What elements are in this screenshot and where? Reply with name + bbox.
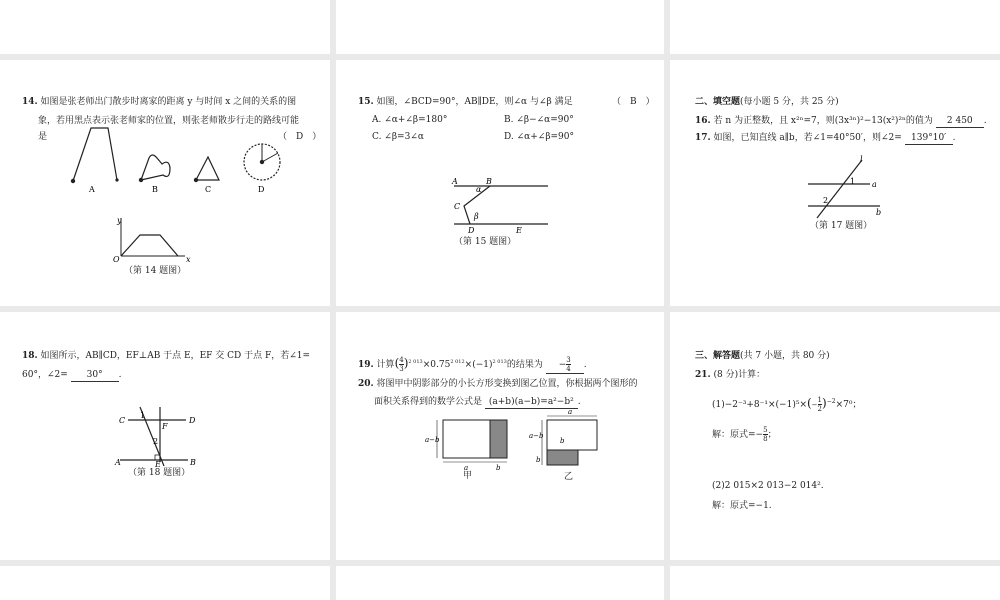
q18-label-b: B [190, 458, 196, 467]
q21-part1-pre: (1)−2⁻³+8⁻¹×(−1)⁵× [712, 400, 807, 410]
card-q18 [0, 312, 330, 560]
q18-label-1: 1 [140, 411, 146, 420]
q17-figure [670, 60, 1000, 306]
page-top-left [0, 0, 330, 54]
q20-yi-label-a: a [568, 408, 573, 416]
q14-number: 14. [22, 97, 38, 107]
q21-solution1 [712, 426, 777, 443]
q21-part1-frac-den: 2 [817, 405, 823, 413]
q19-frac-den: 3 [399, 365, 404, 373]
q20-text-2: 面积关系得到的数学公式是 [374, 397, 483, 407]
q18-label-a: A [115, 458, 121, 467]
q16-number: 16. [695, 116, 711, 126]
q20-yi-label-b-top: b [560, 437, 565, 445]
q20-number: 20. [358, 379, 374, 389]
card-q14 [0, 60, 330, 306]
q18-line2: 60°，∠2= 30° . [22, 370, 122, 380]
q18-label-f: F [162, 422, 168, 431]
q15-caption: （第 15 题图） [454, 237, 517, 247]
q15-number: 15. [358, 97, 374, 107]
q20-text-1: 将图甲中阴影部分的小长方形变换到图乙位置，你根据两个图形的 [376, 379, 638, 389]
q14-axis-y: y [117, 216, 122, 225]
page-top-right [670, 0, 1000, 54]
q17-label-l: l [860, 155, 863, 164]
section3-title: 三、解答题 [695, 351, 741, 361]
q21-solution2: 解：原式=−1. [712, 501, 772, 511]
q15-label-c: C [454, 202, 461, 211]
q14-option-d: D [258, 185, 265, 194]
card-q16-q17 [670, 60, 1000, 306]
q17-text: 如图，已知直线 a∥b，若∠1=40°50′，则∠2= [713, 133, 902, 143]
q19-exp2: 2 012 [450, 359, 465, 365]
q18-label-c: C [119, 416, 126, 425]
q21-text: (8 分)计算： [713, 370, 766, 380]
q14-text-3: 是 [38, 132, 48, 142]
q20-jia-label-b: b [496, 464, 501, 472]
q19-number: 19. [358, 360, 374, 370]
page-bottom-right [670, 566, 1000, 600]
q16-line: 16. 若 n 为正整数，且 x²ⁿ=7，则(3x³ⁿ)²−13(x²)²ⁿ的值为 2 450 . [695, 116, 987, 126]
q17-number: 17. [695, 133, 711, 143]
q19-post: 的结果为 [506, 360, 543, 370]
q19-mid: ×0.75 [422, 360, 451, 370]
page-top-mid [336, 0, 664, 54]
q17-answer: 139°10′ [905, 132, 953, 145]
q18-label-d: D [189, 416, 196, 425]
q20-yi-label-amb: a−b [529, 432, 544, 440]
section3-note: (共 7 小题，共 80 分) [740, 351, 830, 361]
q15-label-b: B [486, 177, 492, 186]
q20-caption-yi: 乙 [564, 472, 574, 482]
q21-sol1-num: 5 [763, 426, 768, 434]
q14-option-b: B [152, 185, 158, 194]
q15-label-a: A [452, 177, 458, 186]
q15-option-a: A. ∠α+∠β=180° [372, 115, 448, 125]
q15-option-b: B. ∠β−∠α=90° [504, 115, 574, 125]
q21-part1-exp: −2 [826, 398, 836, 405]
q19-ans-num: 3 [566, 356, 571, 364]
q21-sol1-post: ； [767, 430, 777, 440]
q14-text-1: 如图是张老师出门散步时离家的距离 y 与时间 x 之间的关系的图 [40, 97, 297, 107]
q20-answer: (a+b)(a−b)=a²−b² [485, 396, 578, 409]
q19-line: 19. 计算( $\frac{4}{3}$ )$^{2 013}\times 0.75^{2 012}\times(-1)^{2 013}$的结果为 − $\frac{3}{4}$ . [358, 356, 587, 373]
q21-part2: (2)2 015×2 013−2 014². [712, 481, 824, 491]
q19-ans-sign: − [558, 360, 567, 370]
q21-part1: (1)−2⁻³+8⁻¹×(−1)⁵×(− $\frac{1}{2}$ )$^{-2}$×7⁰； [712, 396, 862, 413]
card-q19-q20 [336, 312, 664, 560]
q18-caption: （第 18 题图） [128, 468, 191, 478]
q14-axis-x: x [186, 255, 191, 264]
q17-caption: （第 17 题图） [810, 221, 873, 231]
q21-number: 21. [695, 370, 711, 380]
q21-part1-frac-num: 1 [817, 396, 823, 404]
q14-text-2: 象，若用黑点表示张老师家的位置，则张老师散步行走的路线可能 [38, 116, 300, 126]
q18-text-2: 60°，∠2= [22, 370, 68, 380]
card-q21 [670, 312, 1000, 560]
q21-sol1-den: 8 [763, 435, 768, 443]
q18-label-2: 2 [153, 437, 159, 446]
q14-option-c: C [205, 185, 212, 194]
q15-stem: 如图，∠BCD=90°，AB∥DE，则∠α 与∠β 满足 [376, 97, 573, 107]
q14-origin: O [113, 255, 120, 264]
q21-line [695, 369, 765, 381]
q17-label-a: a [872, 180, 877, 189]
q19-exp3: 2 013 [492, 359, 507, 365]
q20-caption-jia: 甲 [463, 471, 473, 481]
q19-mid2: ×(−1) [464, 360, 493, 370]
q19-pre: 计算 [376, 360, 395, 370]
q17-label-1: 1 [850, 177, 856, 186]
q17-label-2: 2 [823, 196, 829, 205]
q17-line: 17. 如图，已知直线 a∥b，若∠1=40°50′，则∠2= 139°10′ . [695, 133, 956, 143]
page-bottom-mid [336, 566, 664, 600]
q15-figure [336, 60, 664, 306]
section2-title: 二、填空题 [695, 97, 741, 107]
q21-part1-post: ×7⁰； [835, 400, 862, 410]
q14-caption: （第 14 题图） [124, 266, 187, 276]
q18-figure [0, 312, 330, 560]
q18-number: 18. [22, 351, 38, 361]
q15-label-d: D [468, 226, 475, 235]
q16-text: 若 n 为正整数，且 x²ⁿ=7，则(3x³ⁿ)²−13(x²)²ⁿ的值为 [713, 116, 933, 126]
section2-note: (每小题 5 分，共 25 分) [740, 97, 839, 107]
q15-label-beta: β [474, 212, 479, 221]
q19-exp1: 2 013 [408, 359, 423, 365]
q19-ans-den: 4 [566, 365, 571, 373]
q20-jia-label-a: a [464, 464, 469, 472]
q19-frac-num: 4 [399, 356, 404, 364]
q18-text-1: 如图所示，AB∥CD，EF⊥AB 于点 E，EF 交 CD 于点 F，若∠1= [40, 351, 311, 361]
q20-yi-label-b-left: b [536, 456, 541, 464]
q14-answer: （ D ） [278, 132, 322, 142]
q15-option-d: D. ∠α+∠β=90° [504, 132, 575, 142]
q15-option-c: C. ∠β=3∠α [372, 132, 424, 142]
q16-answer: 2 450 [936, 115, 984, 128]
page-bottom-left [0, 566, 330, 600]
card-q15 [336, 60, 664, 306]
q17-label-b: b [876, 208, 882, 217]
q21-sol1-pre: 解：原式=− [712, 430, 764, 440]
q20-jia-label-amb: a−b [425, 436, 440, 444]
q20-figures [336, 312, 664, 560]
q18-answer: 30° [71, 369, 119, 382]
q15-label-alpha: α [476, 185, 482, 194]
section3-header [695, 350, 830, 362]
q20-line2: 面积关系得到的数学公式是 (a+b)(a−b)=a²−b² . [374, 397, 581, 407]
q15-answer: （ B ） [612, 97, 655, 107]
q14-option-a: A [89, 185, 95, 194]
q18-label-e: E [155, 460, 161, 469]
q15-label-e: E [516, 226, 522, 235]
